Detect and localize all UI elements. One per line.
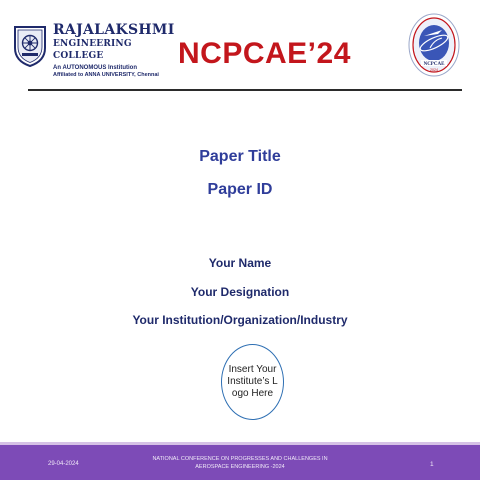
footer-date: 29-04-2024: [48, 461, 79, 467]
conference-title: NCPCAE’24: [178, 37, 351, 70]
college-crest-icon: [12, 24, 48, 68]
college-name-block: [53, 22, 175, 79]
footer-bar: [0, 445, 480, 480]
svg-text:NCPCAE: NCPCAE: [423, 62, 445, 67]
college-name-line2: ENGINEERING COLLEGE: [53, 39, 132, 61]
paper-id: Paper ID: [207, 181, 273, 198]
paper-title: Paper Title: [199, 148, 281, 165]
footer-conference-line1: NATIONAL CONFERENCE ON PROGRESSES AND CHALLENGES IN: [152, 456, 328, 462]
footer-page-number: 1: [430, 461, 434, 468]
footer-conference-name: [140, 455, 340, 471]
college-tagline-affiliation: Affiliated to ANNA UNIVERSITY, Chennai: [53, 72, 159, 78]
logo-placeholder-text: Insert Your Institute’s Logo Here: [227, 364, 278, 399]
institute-logo-placeholder: [221, 344, 284, 420]
header-divider: [28, 89, 462, 91]
college-name-line1: RAJALAKSHMI: [53, 22, 175, 38]
author-name: Your Name: [208, 256, 272, 270]
author-institution: Your Institution/Organization/Industry: [132, 313, 348, 327]
conference-emblem-icon: [408, 12, 460, 78]
footer-conference-line2: AEROSPACE ENGINEERING -2024: [195, 464, 285, 470]
college-tagline-autonomous: An AUTONOMOUS Institution: [53, 65, 137, 71]
author-designation: Your Designation: [190, 285, 290, 299]
svg-text:2024: 2024: [430, 68, 438, 72]
